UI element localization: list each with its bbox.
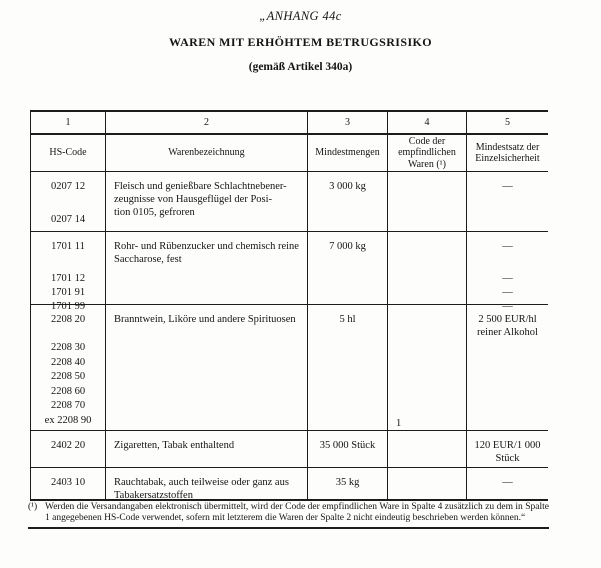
sensitive-code-cell-2403 xyxy=(388,468,467,499)
hs-code: 0207 14 xyxy=(50,214,86,225)
hs-code: 2208 20 xyxy=(50,314,86,325)
quantity-value: 3 000 kg xyxy=(329,181,366,192)
quantity-value: 35 kg xyxy=(335,477,360,488)
guarantee-line: 120 EUR/1 000 xyxy=(474,440,541,451)
guarantee-dash: — xyxy=(502,301,513,312)
header-min-guarantee: Mindestsatz der Einzelsicherheit xyxy=(467,135,548,172)
guarantee-dash: — xyxy=(502,241,513,252)
hs-codes-cell-2402 xyxy=(31,431,106,468)
guarantee-dash: — xyxy=(502,287,513,298)
description-line: tion 0105, gefroren xyxy=(114,207,195,218)
hs-code: 1701 12 xyxy=(50,273,86,284)
hs-code: 0207 12 xyxy=(50,181,86,192)
sensitive-code-cell-1701 xyxy=(388,232,467,305)
hs-code: 2208 60 xyxy=(50,385,86,397)
header-hs-code: HS-Code xyxy=(31,135,106,172)
guarantee-cell-2403 xyxy=(467,468,548,499)
header-description: Warenbezeichnung xyxy=(106,135,308,172)
guarantee-cell-2402 xyxy=(467,431,548,468)
bottom-rule xyxy=(28,527,549,529)
guarantee-dash: — xyxy=(502,181,513,192)
guarantee-dash: — xyxy=(502,273,513,284)
column-number-1: 1 xyxy=(31,112,106,135)
description-line: Zigaretten, Tabak enthaltend xyxy=(114,440,235,451)
guarantee-line: reiner Alkohol xyxy=(477,327,538,338)
guarantee-cell-0207 xyxy=(467,172,548,232)
hs-codes-cell-0207 xyxy=(31,172,106,232)
quantity-cell-2403 xyxy=(308,468,388,499)
quantity-cell-0207 xyxy=(308,172,388,232)
hs-code: 2208 40 xyxy=(50,356,86,368)
hs-code: 1701 11 xyxy=(51,241,85,252)
description-line: zeugnisse von Hausgeflügel der Posi- xyxy=(114,194,273,205)
column-number-5: 5 xyxy=(467,112,548,135)
quantity-value: 7 000 kg xyxy=(329,241,366,252)
hs-codes-cell-2403 xyxy=(31,468,106,499)
quantity-cell-1701 xyxy=(308,232,388,305)
description-line: Rauchtabak, auch teilweise oder ganz aus xyxy=(114,477,289,488)
sensitive-code-value: 1 xyxy=(396,418,402,429)
guarantee-cell-2208 xyxy=(467,305,548,431)
sensitive-code-cell-2208 xyxy=(388,305,467,431)
description-cell-0207 xyxy=(106,172,308,232)
column-number-2: 2 xyxy=(106,112,308,135)
column-number-3: 3 xyxy=(308,112,388,135)
hs-code: 2402 20 xyxy=(50,440,86,451)
description-line: Saccharose, fest xyxy=(114,254,182,265)
quantity-value: 35 000 Stück xyxy=(319,440,376,451)
sensitive-code-cell-2402 xyxy=(388,431,467,468)
goods-table xyxy=(30,110,548,501)
guarantee-line: Stück xyxy=(495,453,520,464)
hs-code: 1701 99 xyxy=(50,301,86,312)
hs-codes-cell-1701 xyxy=(31,232,106,312)
page-title: WAREN MIT ERHÖHTEM BETRUGSRISIKO xyxy=(169,35,432,49)
footnote-text: Werden die Versandangaben elektronisch übermittelt, wird der Code der empfindlichen Ware in Spalte 4 zusätzlich zu dem in Spalte 1 angegebenen HS-Code verwendet, sofern mit letzterem die Waren der Spalte 2 nicht eindeutig beschrieben werden können.“ xyxy=(45,502,549,523)
hs-code: 2403 10 xyxy=(50,477,86,488)
quantity-cell-2402 xyxy=(308,431,388,468)
doc-subtitle: (gemäß Artikel 340a) xyxy=(248,61,353,73)
quantity-cell-2208 xyxy=(308,305,388,431)
description-cell-2402 xyxy=(106,431,308,468)
description-cell-2403 xyxy=(106,468,308,499)
hs-code: 2208 30 xyxy=(50,342,86,353)
description-cell-1701 xyxy=(106,232,308,305)
description-line: Branntwein, Liköre und andere Spirituosen xyxy=(114,314,296,325)
hs-code: 2208 50 xyxy=(50,371,86,382)
guarantee-cell-1701 xyxy=(467,232,548,312)
footnote-marker: (¹) xyxy=(28,502,38,512)
description-line: Tabakersatzstoffen xyxy=(114,490,193,501)
column-number-4: 4 xyxy=(388,112,467,135)
hs-code: ex 2208 90 xyxy=(44,414,92,426)
header-min-quantity: Mindestmengen xyxy=(308,135,388,172)
quantity-value: 5 hl xyxy=(339,314,356,325)
sensitive-code-cell-0207 xyxy=(388,172,467,232)
hs-code: 1701 91 xyxy=(50,287,86,298)
description-line: Rohr- und Rübenzucker und chemisch reine xyxy=(114,241,299,252)
guarantee-dash: — xyxy=(502,477,513,488)
annex-heading: „ANHANG 44c xyxy=(259,9,342,23)
hs-codes-cell-2208 xyxy=(31,305,106,431)
footnote xyxy=(28,502,549,523)
header-sensitive-code: Code der empfindlichen Waren (¹) xyxy=(388,135,467,172)
hs-code: 2208 70 xyxy=(50,400,86,411)
guarantee-line: 2 500 EUR/hl xyxy=(478,314,537,325)
description-cell-2208 xyxy=(106,305,308,431)
description-line: Fleisch und genießbare Schlachtnebener- xyxy=(114,181,287,192)
